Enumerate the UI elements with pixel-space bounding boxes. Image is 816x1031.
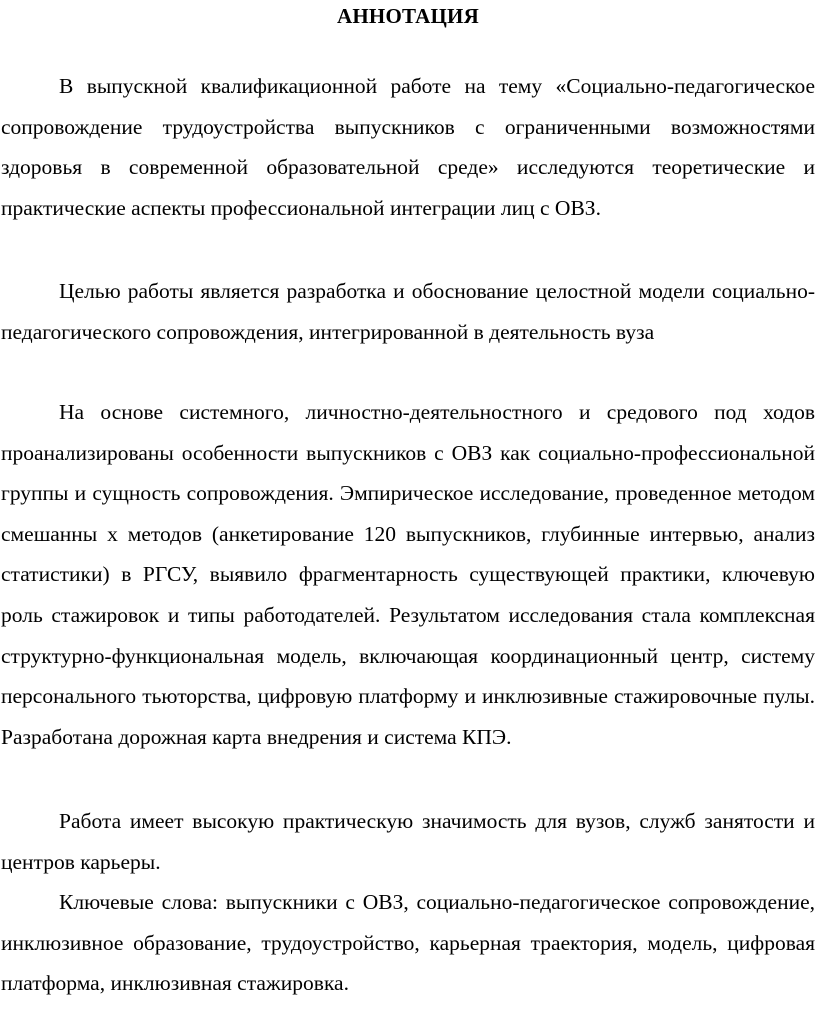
paragraph-topic: В выпускной квалификационной работе на тему «Социально-педагогическое сопровождение трудоустройства выпускников с ограниченными возможностями здоровья в современной образовательной среде» исследуются теоретические и практические аспекты профессиональной интеграции лиц с ОВЗ. [1, 74, 815, 220]
page-title: АННОТАЦИЯ [337, 4, 479, 28]
paragraph-methods-results: На основе системного, личностно-деятельностного и средового под ходов проанализированы особенности выпускников с ОВЗ как социально-профессиональной группы и сущность сопровождения. Эмпирическое исследование, проведенное методом смешанны х методов (анкетирование 120 выпускников, глубинные интервью, анализ статистики) в РГСУ, выявило фрагментарность существующей практики, ключевую роль стажировок и типы работодателей. Результатом исследования стала комплексная структурно-функциональная модель, включающая координационный центр, систему персонального тьюторства, цифровую платформу и инклюзивные стажировочные пулы. Разработана дорожная карта внедрения и система КПЭ. [1, 400, 815, 749]
paragraph-goal: Целью работы является разработка и обоснование целостной модели социально-педагогического сопровождения, интегрированной в деятельность вуза [1, 279, 815, 344]
paragraph-keywords: Ключевые слова: выпускники с ОВЗ, социально-педагогическое сопровождение, инклюзивное образование, трудоустройство, карьерная траектория, модель, цифровая платформа, инклюзивная стажировка. [1, 890, 815, 996]
paragraph-significance: Работа имеет высокую практическую значимость для вузов, служб занятости и центров карьеры. [1, 809, 815, 874]
